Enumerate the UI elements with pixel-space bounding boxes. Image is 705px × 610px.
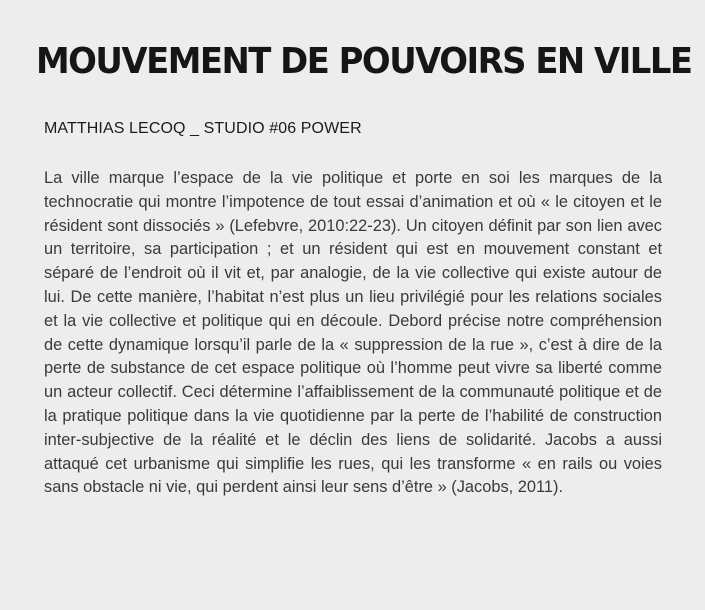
author-byline: MATTHIAS LECOQ _ STUDIO #06 POWER — [44, 120, 362, 137]
body-paragraph: La ville marque l’espace de la vie politique et porte en soi les marques de la technocratie qui montre l’impotence de tout essai d’animation et où « le citoyen et le résident sont dissociés » (Lefebvre, 2010:22-23). Un citoyen définit par son lien avec un territoire, sa participation ; et un résident qui est en mouvement constant et séparé de l’endroit où il vit et, par analogie, de la vie collective qui existe autour de lui. De cette manière, l’habitat n’est plus un lieu privilégié pour les relations sociales et la vie collective et politique qui en découle. Debord précise notre compréhension de cette dynamique lorsqu’il parle de la « suppression de la rue », c’est à dire de la perte de substance de cet espace politique où l’homme peut vivre sa liberté comme un acteur collectif. Ceci détermine l’affaiblissement de la communauté politique et de la pratique politique dans la vie quotidienne par la perte de l’habilité de construction inter-subjective de la réalité et le déclin des liens de solidarité. Jacobs a aussi attaqué cet urbanisme qui simplifie les rues, qui les transforme « en rails ou voies sans obstacle ni vie, qui perdent ainsi leur sens d’être » (Jacobs, 2011). — [44, 169, 662, 497]
page-title: MOUVEMENT DE POUVOIRS EN VILLE — [36, 41, 692, 82]
